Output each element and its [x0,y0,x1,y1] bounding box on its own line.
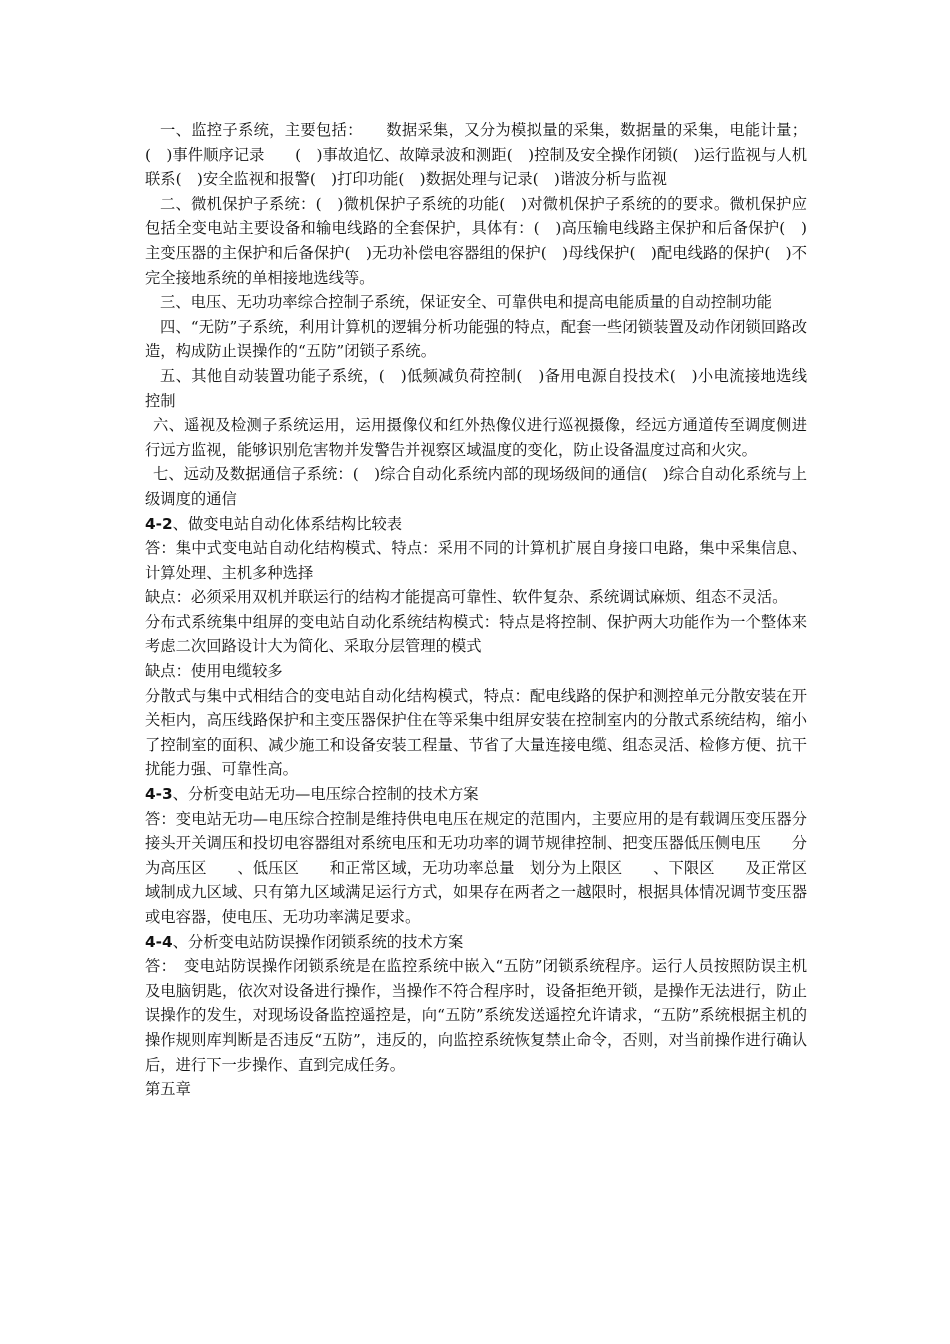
answer-paragraph: 答：变电站无功—电压综合控制是维持供电电压在规定的范围内，主要应用的是有载调压变压器分接头开关调压和投切电容器组对系统电压和无功功率的调节规律控制、把变压器低压侧电压 分为高压区 、低压区 和正常区域，无功功率总量 划分为上限区 、下限区 及正常区域制成九区域、只有第九区域满足运行方式，如果存在两者之一越限时，根据具体情况调节变压器或电容器，使电压、无功功率满足要求。 [145,809,807,926]
section-telecontrol-communication: 七、远动及数据通信子系统：( )综合自动化系统内部的现场级间的通信( )综合自动化系统与上级调度的通信 [145,465,807,508]
answer-paragraph: 答： 变电站防误操作闭锁系统是在监控系统中嵌入“五防”闭锁系统程序。运行人员按照防误主机及电脑钥匙，依次对设备进行操作，当操作不符合程序时，设备拒绝开锁，是操作无法进行，防止误操作的发生，对现场设备监控遥控是，向“五防”系统发送遥控允许请求，“五防”系统根据主机的操作规则库判断是否违反“五防”，违反的，向监控系统恢复禁止命令，否则，对当前操作进行确认后，进行下一步操作、直到完成任务。 [145,957,807,1074]
answer-paragraph: 缺点：必须采用双机并联运行的结构才能提高可靠性、软件复杂、系统调试麻烦、组态不灵活。 [145,588,788,607]
section-monitoring-subsystem: 一、监控子系统，主要包括： 数据采集，又分为模拟量的采集，数据量的采集，电能计量；( )事件顺序记录 ( )事故追忆、故障录波和测距( )控制及安全操作闭锁( )运行监视与人机联系( )安全监视和报警( )打印功能( )数据处理与记录( )谐波分析与监视 [145,121,807,189]
question-number: 4-4 [145,932,173,951]
question-heading-4-3 [145,782,807,807]
question-title: 、分析变电站防误操作闭锁系统的技术方案 [172,932,464,951]
question-heading-4-4 [145,930,807,955]
section-voltage-reactive-control: 三、电压、无功功率综合控制子系统，保证安全、可靠供电和提高电能质量的自动控制功能 [160,293,772,312]
answer-paragraph: 缺点：使用电缆较多 [145,662,283,681]
answer-paragraph: 分散式与集中式相结合的变电站自动化结构模式，特点：配电线路的保护和测控单元分散安装在开关柜内，高压线路保护和主变压器保护住在等采集中组屏安装在控制室内的分散式系统结构，缩小了控制室的面积、减少施工和设备安装工程量、节省了大量连接电缆、组态灵活、检修方便、抗干扰能力强、可靠性高。 [145,686,807,779]
section-other-auto-devices: 五、其他自动装置功能子系统，( )低频减负荷控制( )备用电源自投技术( )小电流接地选线控制 [145,366,807,410]
answer-paragraph: 分布式系统集中组屏的变电站自动化系统结构模式：特点是将控制、保护两大功能作为一个整体来考虑二次回路设计大为简化、采取分层管理的模式 [145,612,807,656]
question-title: 、分析变电站无功—电压综合控制的技术方案 [172,785,479,804]
question-heading-4-2 [145,512,807,537]
question-number: 4-2 [145,514,173,533]
question-title: 、做变电站自动化体系结构比较表 [172,514,403,533]
section-five-prevention: 四、“无防”子系统，利用计算机的逻辑分析功能强的特点，配套一些闭锁装置及动作闭锁回路改造，构成防止误操作的“五防”闭锁子系统。 [145,317,807,361]
section-video-monitoring: 六、遥视及检测子系统运用，运用摄像仪和红外热像仪进行巡视摄像，经远方通道传至调度侧进行远方监视，能够识别危害物并发警告并视察区域温度的变化，防止设备温度过高和火灾。 [145,416,807,459]
answer-paragraph: 答：集中式变电站自动化结构模式、特点：采用不同的计算机扩展自身接口电路，集中采集信息、计算处理、主机多种选择 [145,539,807,582]
section-protection-subsystem: 二、微机保护子系统：( )微机保护子系统的功能( )对微机保护子系统的的要求。微机保护应包括全变电站主要设备和输电线路的全套保护，具体有：( )高压输电线路主保护和后备保护( )主变压器的主保护和后备保护( )无功补偿电容器组的保护( )母线保护( )配电线路的保护( )不完全接地系统的单相接地选线等。 [145,194,807,287]
chapter-heading: 第五章 [145,1080,191,1099]
document-body [145,118,807,1102]
question-number: 4-3 [145,785,173,804]
